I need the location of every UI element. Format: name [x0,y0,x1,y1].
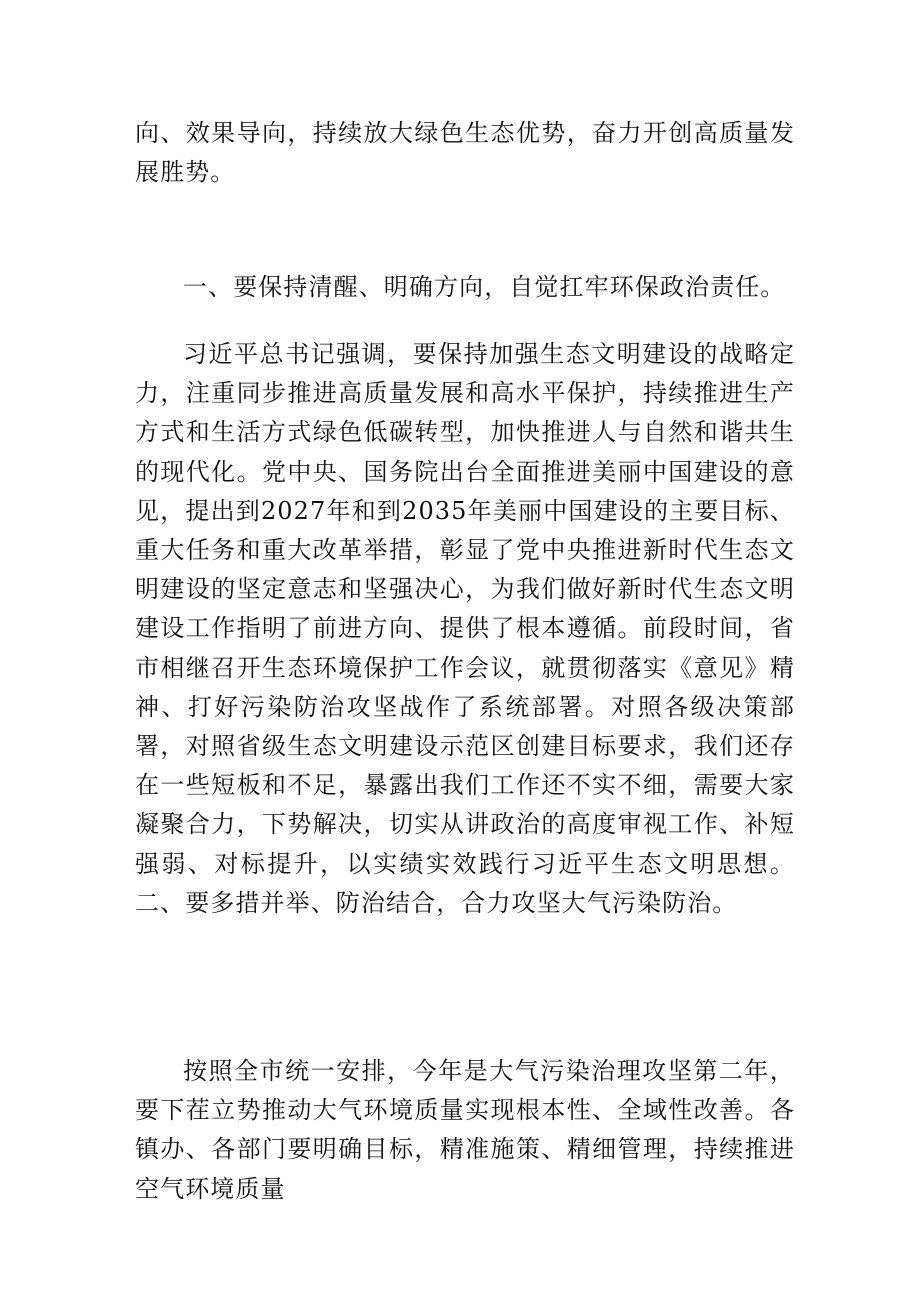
paragraph-continuation: 向、效果导向，持续放大绿色生态优势，奋力开创高质量发展胜势。 [135,119,795,187]
paragraph-air-pollution: 按照全市统一安排，今年是大气污染治理攻坚第二年，要下茬立势推动大气环境质量实现根本性、全域性改善。各镇办、各部门要明确目标，精准施策、精细管理，持续推进空气环境质量 [135,1057,795,1203]
paragraph-main: 习近平总书记强调，要保持加强生态文明建设的战略定力，注重同步推进高质量发展和高水平保护，持续推进生产方式和生活方式绿色低碳转型，加快推进人与自然和谐共生的现代化。党中央、国务院出台全面推进美丽中国建设的意见，提出到2027年和到2035年美丽中国建设的主要目标、重大任务和重大改革举措，彰显了党中央推进新时代生态文明建设的坚定意志和坚强决心，为我们做好新时代生态文明建设工作指明了前进方向、提供了根本遵循。前段时间，省市相继召开生态环境保护工作会议，就贯彻落实《意见》精神、打好污染防治攻坚战作了系统部署。对照各级决策部署，对照省级生态文明建设示范区创建目标要求，我们还存在一些短板和不足，暴露出我们工作还不实不细，需要大家凝聚合力，下势解决，切实从讲政治的高度审视工作、补短强弱、对标提升，以实绩实效践行习近平生态文明思想。二、要多措并举、防治结合，合力攻坚大气污染防治。 [135,340,795,917]
section-heading-one: 一、要保持清醒、明确方向，自觉扛牢环保政治责任。 [183,273,786,301]
